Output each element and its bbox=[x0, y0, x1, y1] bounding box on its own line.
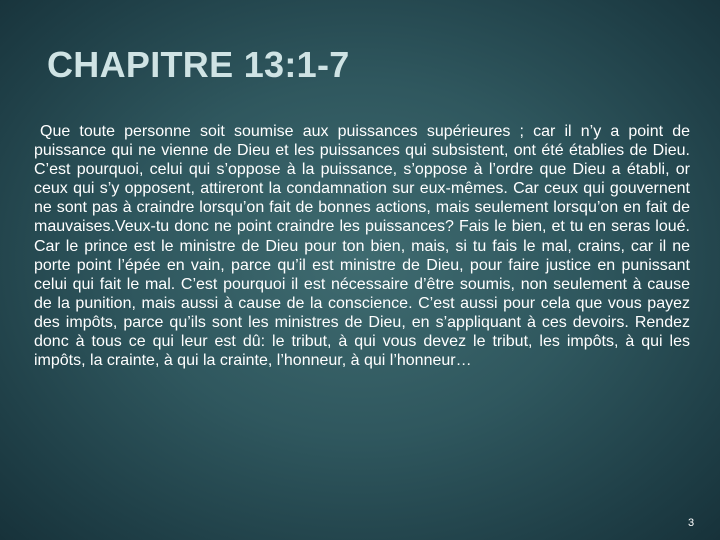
slide-title: CHAPITRE 13:1-7 bbox=[47, 44, 350, 85]
page-number: 3 bbox=[688, 517, 695, 529]
slide-body-text: Que toute personne soit soumise aux puissances supérieures ; car il n’y a point de puissance qui ne vienne de Dieu et les puissances qui subsistent, ont été établies de Dieu. C’est pourquoi, celui qui s’oppose à la puissance, s’oppose à l’ordre que Dieu a établi, or ceux qui s’y opposent, attireront la condamnation sur eux-mêmes. Car ceux qui gouvernent ne sont pas à craindre lorsqu’on fait de bonnes actions, mais seulement lorsqu’on en fait de mauvaises.Veux-tu donc ne point craindre les puissances? Fais le bien, et tu en seras loué. Car le prince est le ministre de Dieu pour ton bien, mais, si tu fais le mal, crains, car il ne porte point l’épée en vain, parce qu’il est ministre de Dieu, pour faire justice en punissant celui qui fait le mal. C’est pourquoi il est nécessaire d’être soumis, non seulement à cause de la punition, mais aussi à cause de la conscience. C’est aussi pour cela que vous payez des impôts, parce qu’ils sont les ministres de Dieu, en s’appliquant à ces devoirs. Rendez donc à tous ce qui leur est dû: le tribut, à qui vous devez le tribut, les impôts, à qui les impôts, la crainte, à qui la crainte, l’honneur, à qui l’honneur… bbox=[34, 123, 690, 370]
